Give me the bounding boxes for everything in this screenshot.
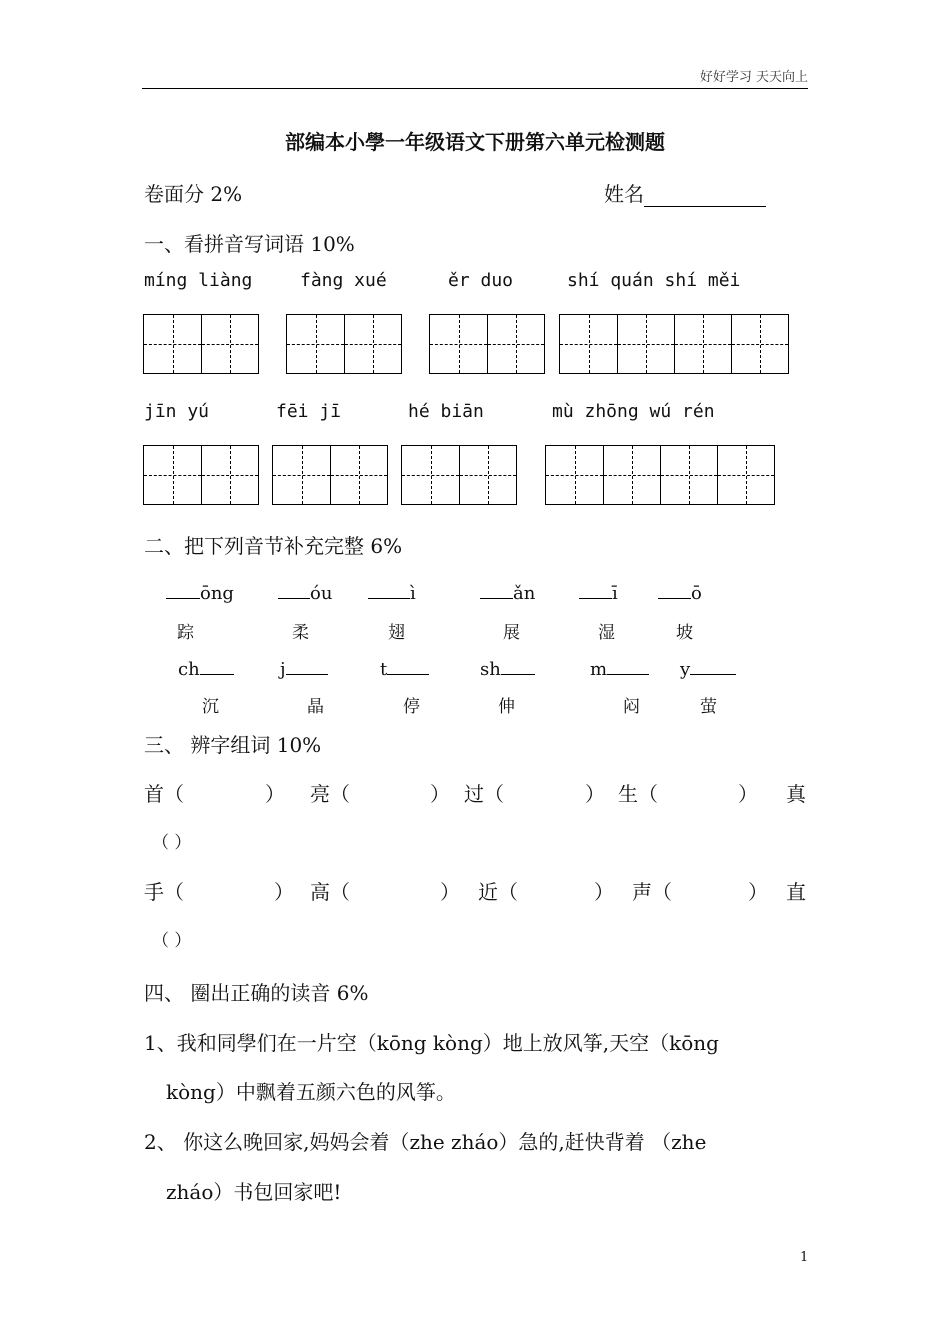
word-prompt: 亮（ — [310, 782, 350, 806]
syllable-item[interactable]: sh — [480, 656, 535, 680]
hint-char: 闷 — [623, 697, 640, 717]
pinyin-word: míng liàng — [144, 270, 253, 291]
syllable-item[interactable]: ch — [178, 656, 234, 680]
hint-char: 展 — [503, 623, 520, 643]
word-prompt-cont: （ ） — [152, 931, 192, 951]
score-label: 卷面分 2% — [144, 182, 243, 206]
pinyin-word: mù zhōng wú rén — [552, 401, 715, 422]
word-prompt: 声（ — [632, 880, 672, 904]
section1-heading: 一、看拼音写词语 10% — [144, 232, 355, 256]
word-prompt-close: ） — [738, 782, 758, 806]
pinyin-word: jīn yú — [144, 401, 210, 422]
page-title: 部编本小學一年级语文下册第六单元检测题 — [285, 130, 665, 154]
writing-grid[interactable] — [272, 445, 388, 505]
question-1-line-1: 1、我和同學们在一片空（kōng kòng）地上放风筝,天空（kōng — [144, 1031, 719, 1055]
header-motto: 好好学习 天天向上 — [699, 70, 808, 85]
syllable-item[interactable]: óu — [278, 580, 332, 604]
hint-char: 沉 — [202, 697, 219, 717]
word-prompt: 近（ — [478, 880, 518, 904]
word-prompt-close: ） — [748, 880, 768, 904]
hint-char: 踪 — [177, 623, 194, 643]
page-number: 1 — [800, 1250, 809, 1265]
writing-grid[interactable] — [286, 314, 402, 374]
writing-grid[interactable] — [143, 445, 259, 505]
question-1-line-2: kòng）中飘着五颜六色的风筝。 — [166, 1080, 456, 1104]
pinyin-word: hé biān — [408, 401, 484, 422]
syllable-item[interactable]: j — [280, 656, 328, 680]
writing-grid[interactable] — [429, 314, 545, 374]
syllable-item[interactable]: ōng — [166, 580, 234, 604]
word-prompt: 直 — [786, 880, 806, 904]
writing-grid[interactable] — [559, 314, 789, 374]
syllable-item[interactable]: ī — [579, 580, 618, 604]
word-prompt: 高（ — [310, 880, 350, 904]
word-prompt-close: ） — [585, 782, 605, 806]
word-prompt-close: ） — [274, 880, 294, 904]
word-prompt-cont: （ ） — [152, 833, 192, 853]
syllable-item[interactable]: ǎn — [480, 580, 535, 604]
word-prompt-close: ） — [430, 782, 450, 806]
pinyin-word: fàng xué — [300, 270, 387, 291]
syllable-item[interactable]: t — [380, 656, 429, 680]
section2-heading: 二、把下列音节补充完整 6% — [144, 534, 403, 558]
name-label: 姓名 — [604, 182, 644, 206]
section3-heading: 三、 辨字组词 10% — [144, 733, 322, 757]
hint-char: 柔 — [292, 623, 309, 643]
syllable-item[interactable]: ō — [658, 580, 702, 604]
hint-char: 伸 — [498, 697, 515, 717]
name-blank[interactable] — [644, 186, 766, 207]
hint-char: 坡 — [676, 623, 693, 643]
word-prompt: 首（ — [144, 782, 184, 806]
writing-grid[interactable] — [545, 445, 775, 505]
hint-char: 萤 — [700, 697, 717, 717]
question-2-line-2: zháo）书包回家吧! — [166, 1180, 342, 1204]
section4-heading: 四、 圈出正确的读音 6% — [144, 981, 369, 1005]
header-divider — [142, 88, 808, 89]
writing-grid[interactable] — [143, 314, 259, 374]
word-prompt: 过（ — [464, 782, 504, 806]
hint-char: 停 — [403, 697, 420, 717]
word-prompt: 手（ — [144, 880, 184, 904]
word-prompt: 真 — [786, 782, 806, 806]
word-prompt-close: ） — [265, 782, 285, 806]
word-prompt-close: ） — [594, 880, 614, 904]
question-2-line-1: 2、 你这么晚回家,妈妈会着（zhe zháo）急的,赶快背着 （zhe — [144, 1130, 707, 1154]
writing-grid[interactable] — [401, 445, 517, 505]
hint-char: 晶 — [307, 697, 324, 717]
word-prompt: 生（ — [618, 782, 658, 806]
hint-char: 湿 — [598, 623, 615, 643]
syllable-item[interactable]: m — [590, 656, 649, 680]
pinyin-word: ěr duo — [448, 270, 514, 291]
word-prompt-close: ） — [440, 880, 460, 904]
name-field[interactable] — [604, 178, 766, 207]
pinyin-word: shí quán shí měi — [567, 270, 741, 291]
syllable-item[interactable]: ì — [368, 580, 416, 604]
hint-char: 翅 — [388, 623, 405, 643]
pinyin-word: fēi jī — [276, 401, 342, 422]
syllable-item[interactable]: y — [680, 656, 736, 680]
